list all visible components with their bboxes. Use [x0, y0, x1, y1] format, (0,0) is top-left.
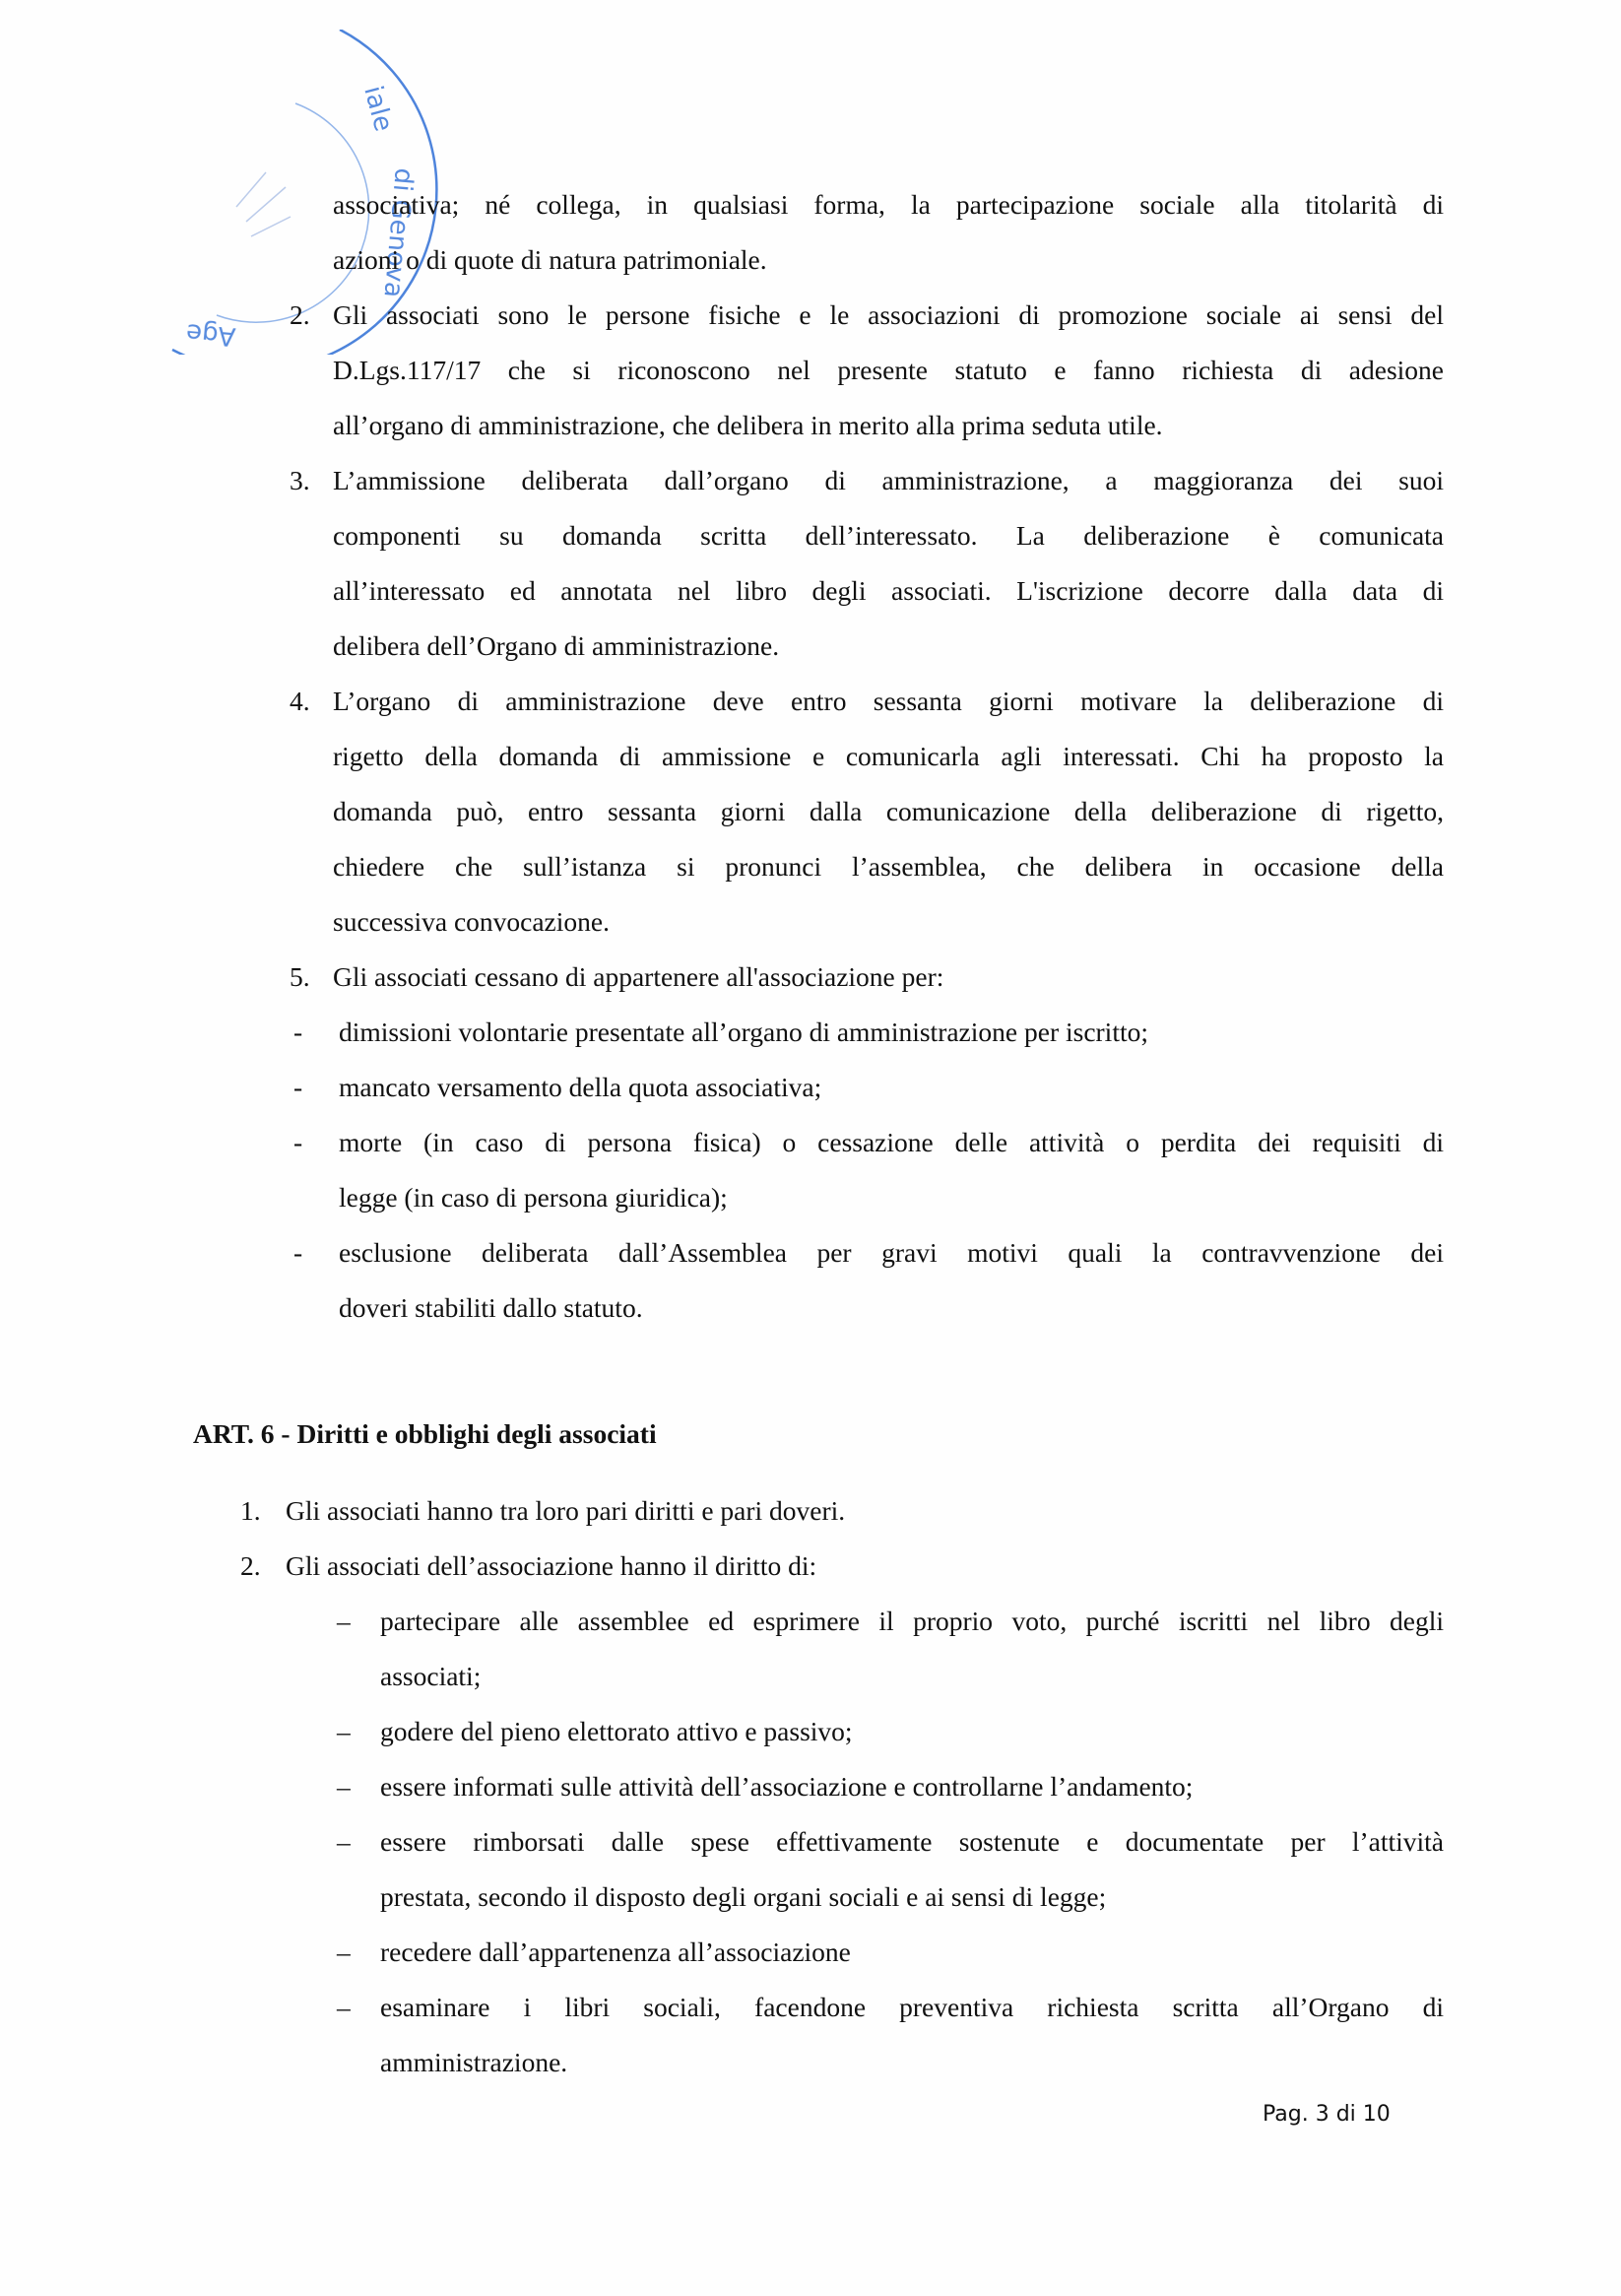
paragraph-line: all’organo di amministrazione, che delibera in merito alla prima seduta utile.: [333, 410, 1163, 440]
paragraph-line: Gli associati hanno tra loro pari diritti e pari doveri.: [286, 1495, 846, 1526]
bullet-text: esaminare i libri sociali, facendone preventiva richiesta scritta all’Organo di: [380, 1992, 1444, 2022]
bullet-text: essere rimborsati dalle spese effettivamente sostenute e documentate per l’attività: [380, 1826, 1444, 1857]
list-number: 5.: [290, 961, 310, 992]
article-heading: ART. 6 - Diritti e obblighi degli associati: [193, 1418, 657, 1449]
bullet-text: legge (in caso di persona giuridica);: [339, 1182, 728, 1213]
paragraph-line: domanda può, entro sessanta giorni dalla comunicazione della deliberazione di rigetto,: [333, 796, 1444, 826]
paragraph-line: D.Lgs.117/17 che si riconoscono nel presente statuto e fanno richiesta di adesione: [333, 355, 1444, 385]
paragraph-line: chiedere che sull’istanza si pronunci l’assemblea, che delibera in occasione della: [333, 851, 1444, 882]
page-number: Pag. 3 di 10: [1263, 2102, 1391, 2127]
bullet-marker: –: [337, 1771, 351, 1802]
paragraph-line: L’organo di amministrazione deve entro sessanta giorni motivare la deliberazione di: [333, 686, 1444, 716]
bullet-text: doveri stabiliti dallo statuto.: [339, 1292, 643, 1323]
bullet-text: essere informati sulle attività dell’associazione e controllarne l’andamento;: [380, 1771, 1194, 1802]
paragraph-line: delibera dell’Organo di amministrazione.: [333, 630, 780, 661]
list-number: 3.: [290, 465, 310, 495]
bullet-text: dimissioni volontarie presentate all’organo di amministrazione per iscritto;: [339, 1017, 1148, 1047]
paragraph-line: azioni o di quote di natura patrimoniale.: [333, 244, 767, 275]
bullet-marker: –: [337, 1936, 351, 1967]
paragraph-line: Gli associati sono le persone fisiche e le associazioni di promozione sociale ai sensi del: [333, 299, 1444, 330]
paragraph-line: all’interessato ed annotata nel libro degli associati. L'iscrizione decorre dalla data di: [333, 575, 1444, 606]
bullet-text: amministrazione.: [380, 2047, 568, 2077]
svg-text:iale: iale: [357, 83, 399, 135]
bullet-text: partecipare alle assemblee ed esprimere il proprio voto, purché iscritti nel libro degli: [380, 1606, 1444, 1636]
bullet-text: prestata, secondo il disposto degli organi sociali e ai sensi di legge;: [380, 1881, 1107, 1912]
bullet-marker: –: [337, 1606, 351, 1636]
bullet-text: godere del pieno elettorato attivo e passivo;: [380, 1716, 853, 1746]
paragraph-line: associativa; né collega, in qualsiasi forma, la partecipazione sociale alla titolarità di: [333, 189, 1444, 220]
list-number: 2.: [290, 299, 310, 330]
bullet-marker: –: [337, 1716, 351, 1746]
bullet-text: morte (in caso di persona fisica) o cessazione delle attività o perdita dei requisiti di: [339, 1127, 1444, 1157]
paragraph-line: rigetto della domanda di ammissione e comunicarla agli interessati. Chi ha proposto la: [333, 741, 1444, 771]
bullet-text: mancato versamento della quota associativa;: [339, 1072, 822, 1102]
bullet-marker: -: [293, 1127, 303, 1157]
bullet-marker: -: [293, 1072, 303, 1102]
bullet-marker: –: [337, 1992, 351, 2022]
list-number: 1.: [240, 1495, 261, 1526]
bullet-marker: -: [293, 1237, 303, 1268]
bullet-text: associati;: [380, 1661, 482, 1691]
bullet-text: esclusione deliberata dall’Assemblea per gravi motivi quali la contravvenzione dei: [339, 1237, 1444, 1268]
paragraph-line: Gli associati dell’associazione hanno il diritto di:: [286, 1550, 817, 1581]
svg-text:Age: Age: [184, 317, 237, 352]
bullet-marker: -: [293, 1017, 303, 1047]
paragraph-line: componenti su domanda scritta dell’interessato. La deliberazione è comunicata: [333, 520, 1444, 551]
paragraph-line: L’ammissione deliberata dall’organo di amministrazione, a maggioranza dei suoi: [333, 465, 1444, 495]
list-number: 4.: [290, 686, 310, 716]
svg-text:di Genova: di Genova: [377, 166, 419, 299]
paragraph-line: Gli associati cessano di appartenere all'associazione per:: [333, 961, 944, 992]
bullet-text: recedere dall’appartenenza all’associazione: [380, 1936, 851, 1967]
paragraph-line: successiva convocazione.: [333, 906, 610, 937]
bullet-marker: –: [337, 1826, 351, 1857]
list-number: 2.: [240, 1550, 261, 1581]
